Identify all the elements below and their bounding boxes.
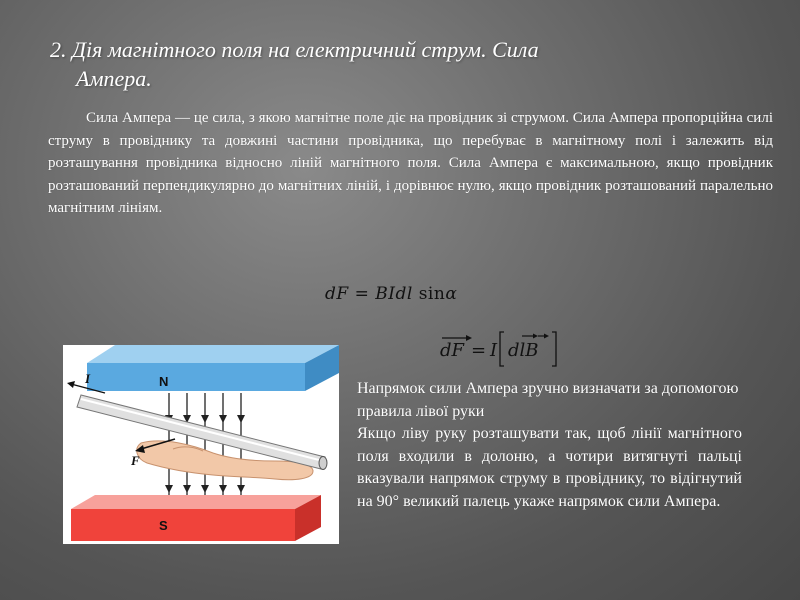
formula-sin: sin — [418, 284, 446, 304]
vector-formula-current: I — [490, 340, 498, 361]
current-arrowhead — [67, 381, 75, 388]
force-label: F — [131, 453, 140, 468]
north-label: N — [159, 374, 169, 389]
title-line-1: 2. Дія магнітного поля на електричний струм. Сила — [50, 37, 539, 62]
caption-rule: Якщо ліву руку розташувати так, щоб лінії магнітного поля входили в долоню, а чотири витягнуті пальці вказували напрямок струму в провіднику, то відігнутий на 90° великий палець укаже напрямок сили Ампера. — [357, 425, 742, 510]
caption-intro: Напрямок сили Ампера зручно визначати за допомогою правила лівої руки — [357, 380, 739, 420]
vector-formula-equals: = — [471, 340, 487, 361]
south-pole-front — [71, 509, 295, 541]
current-label: I — [85, 371, 91, 386]
slide-title — [50, 35, 690, 93]
vector-formula-cross: dlB — [508, 340, 539, 361]
conductor-end — [319, 457, 327, 470]
bracket-left — [500, 332, 504, 366]
left-hand-rule-figure — [63, 345, 339, 544]
ampere-formula-vector — [438, 324, 568, 370]
south-label: S — [159, 518, 168, 533]
vector-arrowhead-dl — [533, 334, 538, 339]
left-hand-rule-caption — [357, 378, 742, 513]
ampere-force-illustration — [63, 345, 339, 544]
formula-lhs: dF — [325, 284, 349, 304]
vector-arrowhead-b — [544, 334, 549, 339]
formula-rhs: BIdl — [375, 284, 413, 304]
title-line-2: Ампера. — [76, 66, 152, 91]
north-pole-top — [87, 345, 339, 363]
south-pole-top — [71, 495, 321, 509]
vector-formula-lhs: dF — [440, 340, 465, 361]
formula-equals: = — [354, 284, 376, 304]
north-pole-front — [87, 363, 305, 391]
bracket-right — [552, 332, 556, 366]
ampere-formula-scalar — [325, 284, 457, 304]
definition-paragraph: Сила Ампера — це сила, з якою магнітне поле діє на провідник зі струмом. Сила Ампера пропорційна силі струму в провіднику та довжині частини провідника, що перебуває в магнітному полі і залежить від розташування провідника відносно ліній магнітного поля. Сила Ампера є максимальною, якщо провідник розташований перпендикулярно до магнітних ліній, і дорівнює нулю, якщо провідник розташований паралельно магнітним лініям. — [48, 110, 773, 217]
formula-angle: α — [445, 284, 458, 304]
